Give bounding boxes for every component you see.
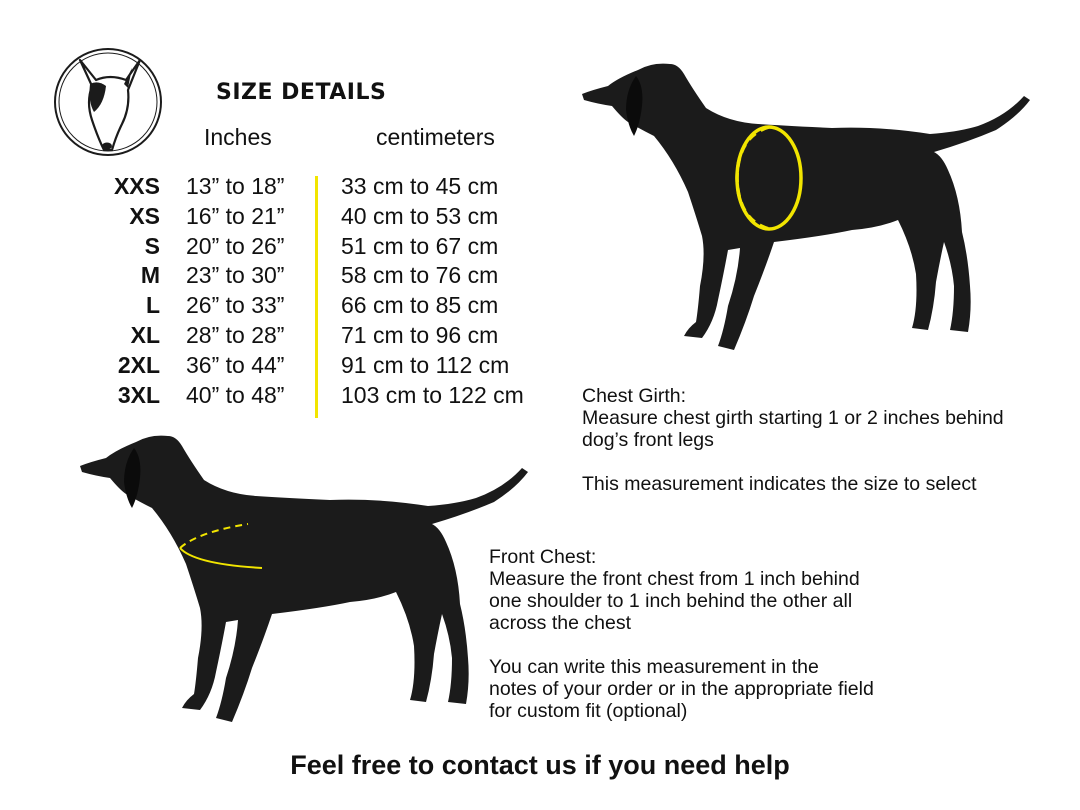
size-label: XS [129,202,160,229]
cm-range: 91 cm to 112 cm [341,351,510,378]
contact-message: Feel free to contact us if you need help [290,750,790,780]
cm-range: 33 cm to 45 cm [341,173,499,199]
chest-girth-line: Measure chest girth starting 1 or 2 inches behind [582,407,1004,429]
chest-girth-info [582,385,1004,495]
cm-range: 71 cm to 96 cm [341,321,499,348]
inches-range: 28” to 28” [186,321,285,348]
size-label: S [144,232,160,259]
chest-girth-note: This measurement indicates the size to select [582,473,977,495]
cm-range: 103 cm to 122 cm [341,381,524,408]
inches-range: 16” to 21” [186,202,285,229]
size-label: 2XL [117,351,160,378]
front-chest-line: one shoulder to 1 inch behind the other all [489,590,853,612]
dog-silhouette-icon [76,432,536,728]
size-label: XL [130,321,160,348]
inches-range: 26” to 33” [186,292,285,319]
front-chest-heading: Front Chest: [489,546,597,568]
cm-range: 40 cm to 53 cm [341,202,499,229]
inches-range: 36” to 44” [186,351,285,378]
front-chest-note: You can write this measurement in the [489,656,819,678]
inches-range: 23” to 30” [186,262,285,289]
front-chest-line: across the chest [489,612,631,634]
inches-column-header: Inches [204,124,272,150]
front-chest-note: notes of your order or in the appropriate field [489,678,874,700]
size-label: M [140,262,160,289]
cm-column-header: centimeters [376,124,495,150]
cm-range: 58 cm to 76 cm [341,262,499,289]
chest-girth-heading: Chest Girth: [582,385,687,407]
dog-silhouette-icon [578,60,1038,360]
cm-range: 66 cm to 85 cm [341,292,499,319]
size-label: 3XL [117,381,160,408]
bull-terrier-logo-icon [52,46,164,158]
inches-range: 40” to 48” [186,381,285,408]
front-chest-info [489,546,874,722]
size-details-title: SIZE DETAILS [216,80,387,105]
cm-range: 51 cm to 67 cm [341,232,499,259]
front-chest-line: Measure the front chest from 1 inch behind [489,568,860,590]
chest-girth-line: dog’s front legs [582,429,714,451]
size-label: L [145,292,160,319]
size-label: XXS [113,173,160,199]
inches-range: 20” to 26” [186,232,285,259]
front-chest-note: for custom fit (optional) [489,700,688,722]
inches-range: 13” to 18” [186,173,285,199]
column-divider [315,176,318,418]
